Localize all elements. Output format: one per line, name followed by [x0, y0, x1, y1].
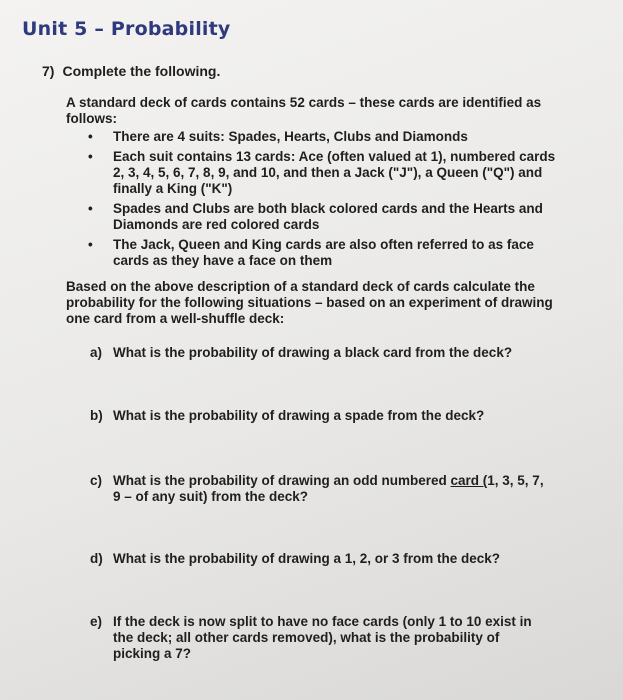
question-number: 7) [42, 63, 55, 79]
list-item [88, 149, 568, 197]
question-heading-text: Complete the following. [62, 63, 221, 79]
part-text: What is the probability of drawing a 1, 2, or 3 from the deck? [113, 551, 501, 566]
part-a [90, 345, 550, 361]
question-heading [42, 63, 220, 79]
part-label: b) [90, 408, 103, 423]
part-text-end: 1, 3, 5, 7, 9 – of any suit) from the deck? [113, 473, 544, 504]
bullet-icon: • [88, 129, 93, 144]
part-text: What is the probability of drawing a black card from the deck? [113, 345, 513, 360]
deck-facts-list [88, 129, 568, 273]
part-label: e) [90, 614, 103, 629]
part-d [90, 551, 550, 567]
part-label: c) [90, 473, 103, 488]
part-b [90, 408, 550, 424]
part-label: d) [90, 551, 103, 566]
bullet-icon: • [88, 237, 93, 252]
instructions-paragraph: Based on the above description of a standard deck of cards calculate the probability for the following situations – based on an experiment of drawing one card from a well-shuffle deck: [66, 279, 553, 326]
list-item-text: Each suit contains 13 cards: Ace (often valued at 1), numbered cards 2, 3, 4, 5, 6, 7, 8, 9, and 10, and then a Jack ("J"), a Queen ("Q") and finally a King ("K") [113, 149, 556, 196]
part-text-start: What is the probability of drawing an odd numbered [113, 473, 451, 488]
part-text-underlined: card ( [450, 473, 488, 488]
part-e [90, 614, 550, 662]
part-label: a) [90, 345, 103, 360]
unit-title: Unit 5 – Probability [22, 18, 231, 40]
list-item-text: The Jack, Queen and King cards are also often referred to as face cards as they have a face on them [113, 237, 534, 268]
part-text [113, 473, 550, 505]
list-item [88, 129, 568, 145]
part-text: If the deck is now split to have no face cards (only 1 to 10 exist in the deck; all other cards removed), what is the probability of picking a 7? [113, 614, 532, 661]
bullet-icon: • [88, 149, 93, 164]
list-item-text: There are 4 suits: Spades, Hearts, Clubs and Diamonds [113, 129, 468, 144]
bullet-icon: • [88, 201, 93, 216]
list-item-text: Spades and Clubs are both black colored cards and the Hearts and Diamonds are red colored cards [113, 201, 543, 232]
list-item [88, 237, 568, 269]
part-c [90, 473, 550, 505]
list-item [88, 201, 568, 233]
intro-paragraph: A standard deck of cards contains 52 cards – these cards are identified as follows: [66, 95, 542, 126]
part-text: What is the probability of drawing a spade from the deck? [113, 408, 485, 423]
